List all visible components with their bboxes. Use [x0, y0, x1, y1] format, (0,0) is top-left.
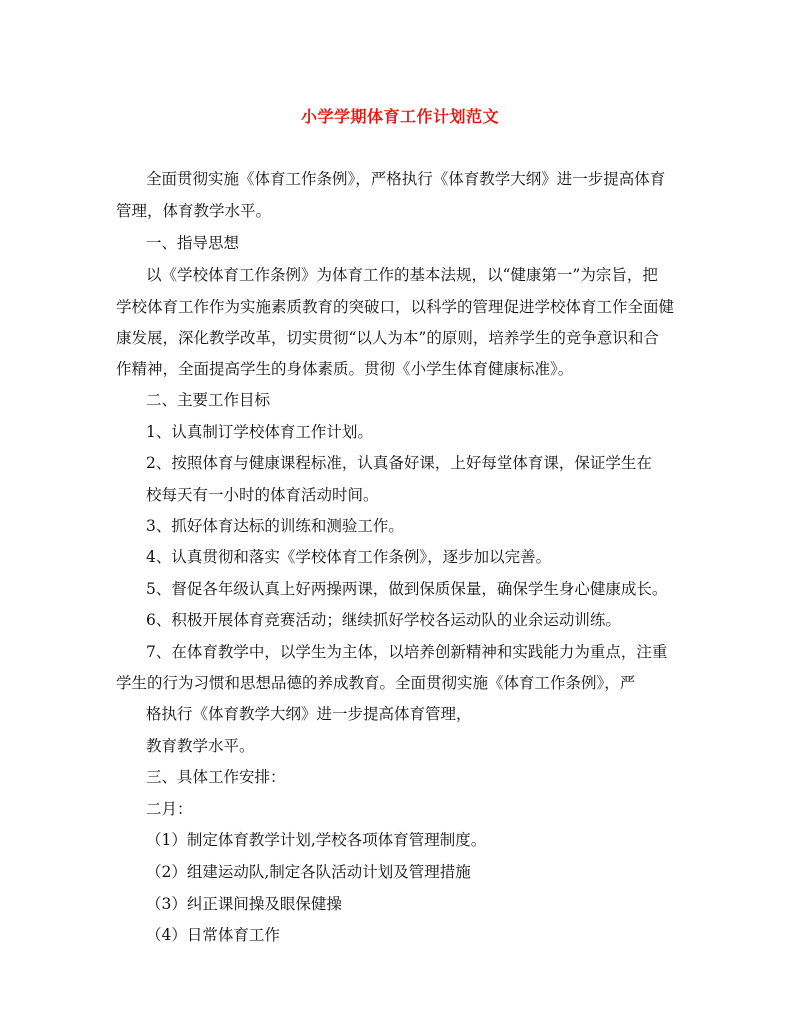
paragraph-line: 管理，体育教学水平。 [116, 202, 272, 220]
document-title: 小学学期体育工作计划范文 [300, 107, 499, 126]
list-item: 7、在体育教学中，以学生为主体，以培养创新精神和实践能力为重点，注重 [146, 643, 668, 661]
list-item: 5、督促各年级认真上好两操两课，做到保质保量，确保学生身心健康成长。 [146, 580, 668, 598]
paragraph-line: 作精神，全面提高学生的身体素质。贯彻《小学生体育健康标准》。 [116, 360, 574, 378]
list-item-continuation: 教育教学水平。 [146, 737, 255, 755]
list-item-continuation: 格执行《体育教学大纲》进一步提高体育管理， [146, 705, 472, 723]
paragraph-line: 学校体育工作作为实施素质教育的突破口，以科学的管理促进学校体育工作全面健 [116, 298, 675, 316]
task-item: （3）纠正课间操及眼保健操 [146, 895, 342, 913]
section-heading: 三、具体工作安排： [146, 768, 286, 786]
list-item: 2、按照体育与健康课程标准，认真备好课，上好每堂体育课，保证学生在 [146, 454, 652, 472]
list-item: 4、认真贯彻和落实《学校体育工作条例》，逐步加以完善。 [146, 548, 552, 566]
list-item-continuation: 学生的行为习惯和思想品德的养成教育。全面贯彻实施《体育工作条例》，严 [116, 674, 636, 692]
section-heading: 一、指导思想 [146, 234, 240, 252]
paragraph-line: 康发展，深化教学改革，切实贯彻“以人为本”的原则，培养学生的竞争意识和合 [116, 329, 659, 347]
task-item: （1）制定体育教学计划,学校各项体育管理制度。 [146, 831, 487, 849]
month-heading: 二月： [146, 800, 193, 818]
list-item: 3、抓好体育达标的训练和测验工作。 [146, 517, 404, 535]
list-item-continuation: 校每天有一小时的体育活动时间。 [146, 486, 379, 504]
section-heading: 二、主要工作目标 [146, 391, 271, 409]
list-item: 1、认真制订学校体育工作计划。 [146, 423, 373, 441]
list-item: 6、积极开展体育竞赛活动；继续抓好学校各运动队的业余运动训练。 [146, 611, 621, 629]
paragraph-line: 全面贯彻实施《体育工作条例》，严格执行《体育教学大纲》进一步提高体育 [146, 170, 666, 188]
task-item: （2）组建运动队,制定各队活动计划及管理措施 [146, 863, 471, 881]
task-item: （4）日常体育工作 [146, 926, 280, 944]
paragraph-line: 以《学校体育工作条例》为体育工作的基本法规，以“健康第一”为宗旨，把 [146, 266, 658, 284]
